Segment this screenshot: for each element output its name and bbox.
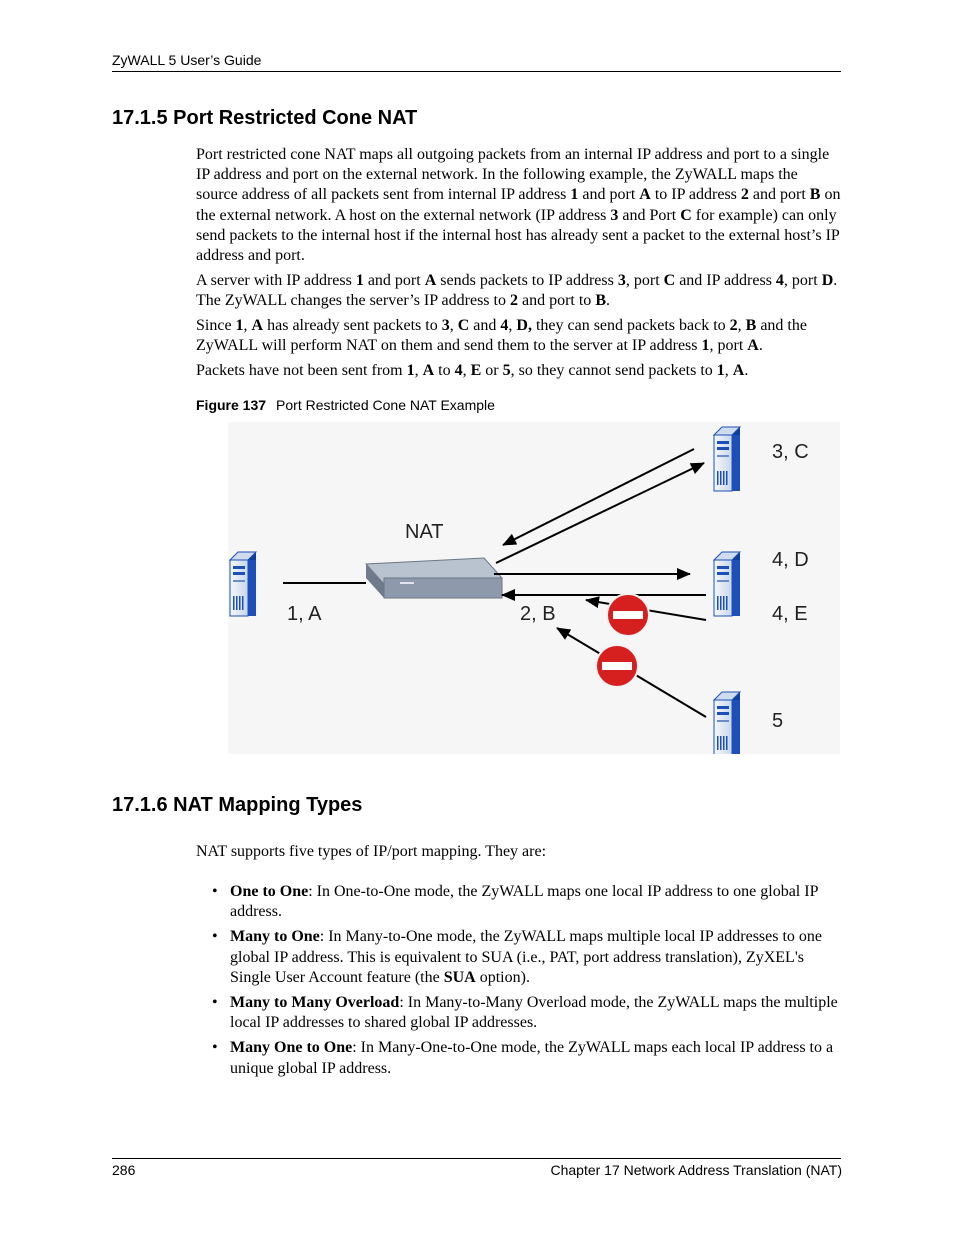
list-item: • Many to Many Overload: In Many-to-Many Overload mode, the ZyWALL maps the multiple local IP addresses to shared global IP addresses. [212, 994, 838, 1032]
list-item: • Many One to One: In Many-One-to-One mode, the ZyWALL maps each local IP address to a unique global IP address. [212, 1039, 834, 1077]
label-host3: 3, C [772, 441, 809, 463]
mapping-types-list [196, 882, 841, 1084]
diagram-background [228, 422, 840, 754]
label-host5: 5 [772, 710, 784, 732]
mapping-intro: NAT supports five types of IP/port mapping. They are: [196, 843, 547, 860]
label-nat: NAT [405, 521, 444, 543]
footer-rule [112, 1158, 841, 1159]
chapter-title: Chapter 17 Network Address Translation (NAT) [550, 1162, 842, 1178]
server-host-5-icon [714, 692, 740, 754]
blocked-host5-icon [596, 645, 638, 687]
paragraph-2: A server with IP address 1 and port A sends packets to IP address 3, port C and IP address 4, port D. The ZyWALL changes the server’s IP address to 2 and port to B. [196, 272, 838, 310]
label-nat-external: 2, B [520, 603, 556, 625]
paragraph-1: Port restricted cone NAT maps all outgoing packets from an internal IP address and port to a single IP address and port on the external network. In the following example, the ZyWALL maps the source address of all packets sent from internal IP address 1 and port A to IP address 2 and port B on the external network. A host on the external network (IP address 3 and Port C for example) can only send packets to the internal host if the internal host has already sent a packet to the external host’s IP address and port. [196, 146, 841, 265]
label-host1: 1, A [287, 603, 322, 625]
server-host-4-icon [714, 552, 740, 616]
list-item: • One to One: In One-to-One mode, the ZyWALL maps one local IP address to one global IP address. [212, 883, 818, 921]
nat-router-icon [366, 558, 502, 598]
label-host4d: 4, D [772, 549, 809, 571]
figure-title: Port Restricted Cone NAT Example [276, 397, 495, 413]
label-host4e: 4, E [772, 603, 808, 625]
paragraph-3: Since 1, A has already sent packets to 3, C and 4, D, they can send packets back to 2, B and the ZyWALL will perform NAT on them and send them to the server at IP address 1, port A. [196, 317, 807, 355]
running-header: ZyWALL 5 User’s Guide [112, 52, 262, 68]
section-heading-port-restricted-cone-nat: 17.1.5 Port Restricted Cone NAT [112, 107, 418, 129]
figure-number: Figure 137 [196, 397, 267, 413]
figure-caption [196, 397, 495, 413]
blocked-host4e-icon [607, 594, 649, 636]
list-item: • Many to One: In Many-to-One mode, the ZyWALL maps multiple local IP addresses to one global IP address. This is equivalent to SUA (i.e., PAT, port address translation), ZyXEL's Single User Account feature (the SUA option). [212, 928, 823, 986]
header-rule [112, 71, 841, 72]
nat-diagram [228, 422, 840, 754]
paragraph-4: Packets have not been sent from 1, A to 4, E or 5, so they cannot send packets to 1, A. [196, 362, 749, 379]
server-host-3-icon [714, 427, 740, 491]
page-number: 286 [112, 1162, 136, 1178]
section-heading-nat-mapping-types: 17.1.6 NAT Mapping Types [112, 794, 363, 816]
server-host-1-icon [230, 552, 256, 616]
